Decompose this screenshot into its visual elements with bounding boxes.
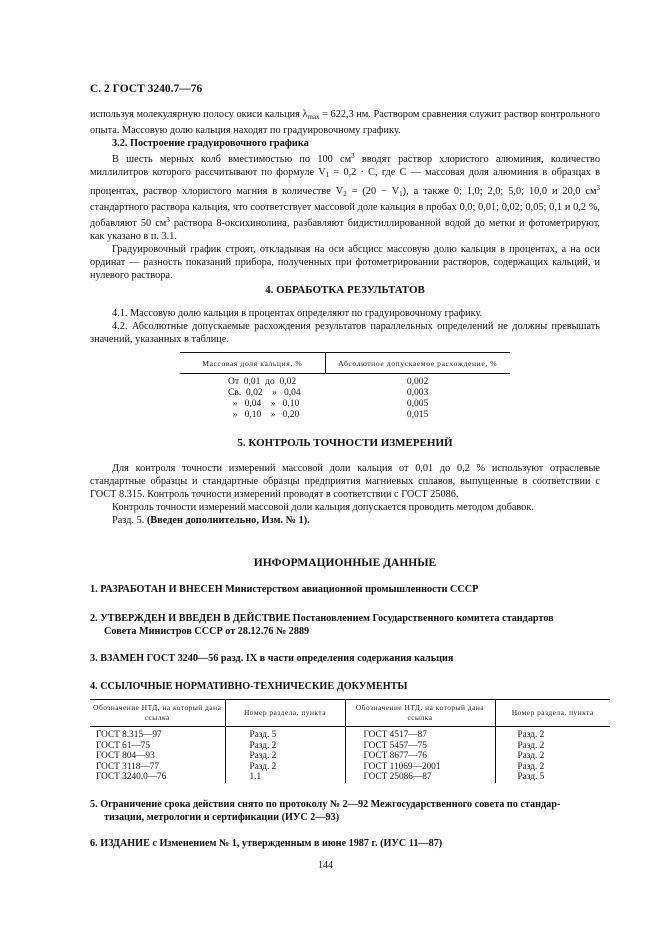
table-cell: Разд. 5 xyxy=(517,772,545,782)
paragraph-5-1: Для контроля точности измерений массовой доли кальция от 0,01 до 0,2 % используют отраслевые стандартные образцы и стандартные образцы предприятия магниевых сплавов, выпущенные в соответствии с ГОСТ 8.315. Контроль точности измерений проводят в соответствии с ГОСТ 25086. xyxy=(90,463,600,500)
table-row xyxy=(180,410,510,421)
table-row xyxy=(90,751,610,762)
info-data-title: ИНФОРМАЦИОННЫЕ ДАННЫЕ xyxy=(253,557,437,569)
table-row xyxy=(90,727,610,741)
para2-sup-3: 3 xyxy=(166,216,170,224)
table-row xyxy=(90,762,610,773)
para2-text-c: = 0,2 · C, где C — массовая доля алюминия в образцах в процентах, раствор хлористого магния в количестве V xyxy=(90,167,600,197)
reference-table-col-doc-1: Обозначение НТД, на который дана ссылка xyxy=(90,700,225,727)
table-cell: Разд. 2 xyxy=(517,740,545,751)
reference-documents-table xyxy=(90,699,610,783)
paragraph-reference-solution xyxy=(90,108,600,137)
para1-text-a: используя молекулярную полосу окиси кальция λ xyxy=(90,109,308,120)
tolerance-table-col-discrepancy: Абсолютное допускаемое расхождение, % xyxy=(325,353,510,374)
table-cell: ГОСТ 11069—2001 xyxy=(345,762,495,773)
table-cell: Разд. 2 xyxy=(225,751,345,762)
section-4-title: 4. ОБРАБОТКА РЕЗУЛЬТАТОВ xyxy=(265,284,425,296)
table-cell: Св. 0,02 » 0,04 xyxy=(228,388,301,398)
para2-text-g: раствора 8-оксихинолина, разбавляют бидистиллированной водой до метки и фотометрируют, как указано в п. 3.1. xyxy=(90,218,600,242)
table-cell: 0,003 xyxy=(406,388,429,398)
amendment-note: (Введен дополнительно, Изм. № 1). xyxy=(146,515,310,526)
table-cell: » 0,10 » 0,20 xyxy=(228,410,300,420)
info-item-2-line-2: Совета Министров СССР от 28.12.76 № 2889 xyxy=(104,626,310,637)
info-item-3: 3. ВЗАМЕН ГОСТ 3240—56 разд. IX в части определения содержания кальция xyxy=(90,653,454,664)
table-cell: Разд. 2 xyxy=(517,730,545,740)
info-item-5 xyxy=(90,798,610,824)
table-cell: Разд. 2 xyxy=(517,761,545,772)
table-cell: » 0,04 » 0,10 xyxy=(228,399,300,409)
amendment-prefix: Разд. 5. xyxy=(112,515,147,526)
reference-table-col-doc-2: Обозначение НТД, на который дана ссылка xyxy=(345,700,495,727)
table-row xyxy=(180,399,510,410)
table-cell: ГОСТ 804—93 xyxy=(90,751,225,762)
table-cell: ГОСТ 8677—76 xyxy=(345,751,495,762)
table-cell: От 0,01 до 0,02 xyxy=(228,377,297,387)
section-5-body xyxy=(90,462,600,527)
info-item-1: 1. РАЗРАБОТАН И ВНЕСЕН Министерством авиационной промышленности СССР xyxy=(90,584,479,595)
table-cell: 1.1 xyxy=(225,772,345,783)
table-cell: ГОСТ 3118—77 xyxy=(90,762,225,773)
section-5-title: 5. КОНТРОЛЬ ТОЧНОСТИ ИЗМЕРЕНИЙ xyxy=(237,437,453,449)
section-4-body xyxy=(90,307,600,346)
paragraph-4-1: 4.1. Массовую долю кальция в процентах определяют по градуировочному графику. xyxy=(112,308,483,319)
table-cell: ГОСТ 3240.0—76 xyxy=(90,772,225,783)
para2-sub-1: 1 xyxy=(325,171,330,179)
page-header: С. 2 ГОСТ 3240.7—76 xyxy=(90,83,203,95)
tolerance-table xyxy=(180,352,510,421)
table-cell: 0,015 xyxy=(406,410,429,420)
table-cell: ГОСТ 8.315—97 xyxy=(90,727,225,741)
table-cell: ГОСТ 4517—87 xyxy=(345,727,495,741)
reference-table-header xyxy=(90,700,610,727)
paragraph-5-3 xyxy=(90,514,600,527)
table-cell: 0,005 xyxy=(406,399,429,409)
table-cell: Разд. 2 xyxy=(225,741,345,752)
reference-table-col-section-2: Номер раздела, пункта xyxy=(495,700,610,727)
table-row xyxy=(90,741,610,752)
info-item-2-line-1: 2. УТВЕРЖДЕН И ВВЕДЕН В ДЕЙСТВИЕ Постановлением Государственного комитета стандартов xyxy=(90,613,554,624)
table-row xyxy=(180,374,510,389)
para2-text-b: вводят раствор хлористого алюминия, количество миллилитров которого рассчитывают по формуле V xyxy=(90,154,601,178)
subsection-3-2-title: 3.2. Построение градуировочного графика xyxy=(112,138,309,149)
para1-text-b: = 622,3 нм. Раствором сравнения служит раствор контрольного опыта. Массовую долю кальция находят по градуировочному графику. xyxy=(90,109,600,136)
para2-sub-3: 1 xyxy=(399,190,403,198)
table-cell: 0,002 xyxy=(406,377,429,387)
para2-sup-1: 3 xyxy=(351,152,355,160)
para2-sup-2: 3 xyxy=(596,184,600,192)
table-cell: ГОСТ 5457—75 xyxy=(345,741,495,752)
info-item-4: 4. ССЫЛОЧНЫЕ НОРМАТИВНО-ТЕХНИЧЕСКИЕ ДОКУМЕНТЫ xyxy=(90,681,408,692)
table-cell: ГОСТ 61—75 xyxy=(90,741,225,752)
para2-text-d: = (20 − V xyxy=(346,186,400,197)
page-number: 144 xyxy=(318,860,333,871)
tolerance-table-header xyxy=(180,353,510,374)
table-row xyxy=(90,772,610,783)
para1-subscript: max xyxy=(307,113,320,121)
tolerance-table-col-fraction: Массовая доля кальция, % xyxy=(180,353,325,374)
para2-text-a: В шесть мерных колб вместимостью по 100 см xyxy=(112,154,352,165)
paragraph-5-2: Контроль точности измерений массовой доли кальция допускается проводить методом добавок. xyxy=(112,502,534,513)
table-cell: ГОСТ 25086—87 xyxy=(345,772,495,783)
info-item-5-line-2: тизации, метрологии и сертификации (ИУС 2—93) xyxy=(104,812,340,823)
table-cell: Разд. 2 xyxy=(517,751,545,761)
info-item-5-line-1: 5. Ограничение срока действия снято по протоколу № 2—92 Межгосударственного совета по стандар- xyxy=(90,799,561,810)
para2-text-e: ), а также 0; 1,0; 2,0; 5,0; 10,0 и 20,0 см xyxy=(402,186,597,197)
paragraph-calibration-graph: Градуировочный график строят, откладывая на оси абсцисс массовую долю кальция в процентах, а на оси ординат — разность показаний прибора, полученных при фотометрировании растворов, содержащих кальций, и нулевого раствора. xyxy=(90,244,600,281)
paragraph-calibration-preparation xyxy=(90,150,600,243)
table-cell: Разд. 2 xyxy=(225,762,345,773)
para2-text-f: стандартного раствора кальция, что соответствует массовой доле кальция в пробах 0,0; 0,01; 0,02; 0,05; 0,1 и 0,2 %, добавляют 50 см xyxy=(90,202,600,229)
paragraph-4-2: 4.2. Абсолютные допускаемые расхождения результатов параллельных определений не должны превышать значений, указанных в таблице. xyxy=(90,321,600,345)
info-item-2 xyxy=(90,612,610,638)
table-cell: Разд. 5 xyxy=(225,727,345,741)
info-item-6: 6. ИЗДАНИЕ с Изменением № 1, утвержденным в июне 1987 г. (ИУС 11—87) xyxy=(90,838,443,849)
section-3-continuation xyxy=(90,108,600,282)
para2-sub-2: 2 xyxy=(343,190,347,198)
table-row xyxy=(180,388,510,399)
reference-table-col-section-1: Номер раздела, пункта xyxy=(225,700,345,727)
